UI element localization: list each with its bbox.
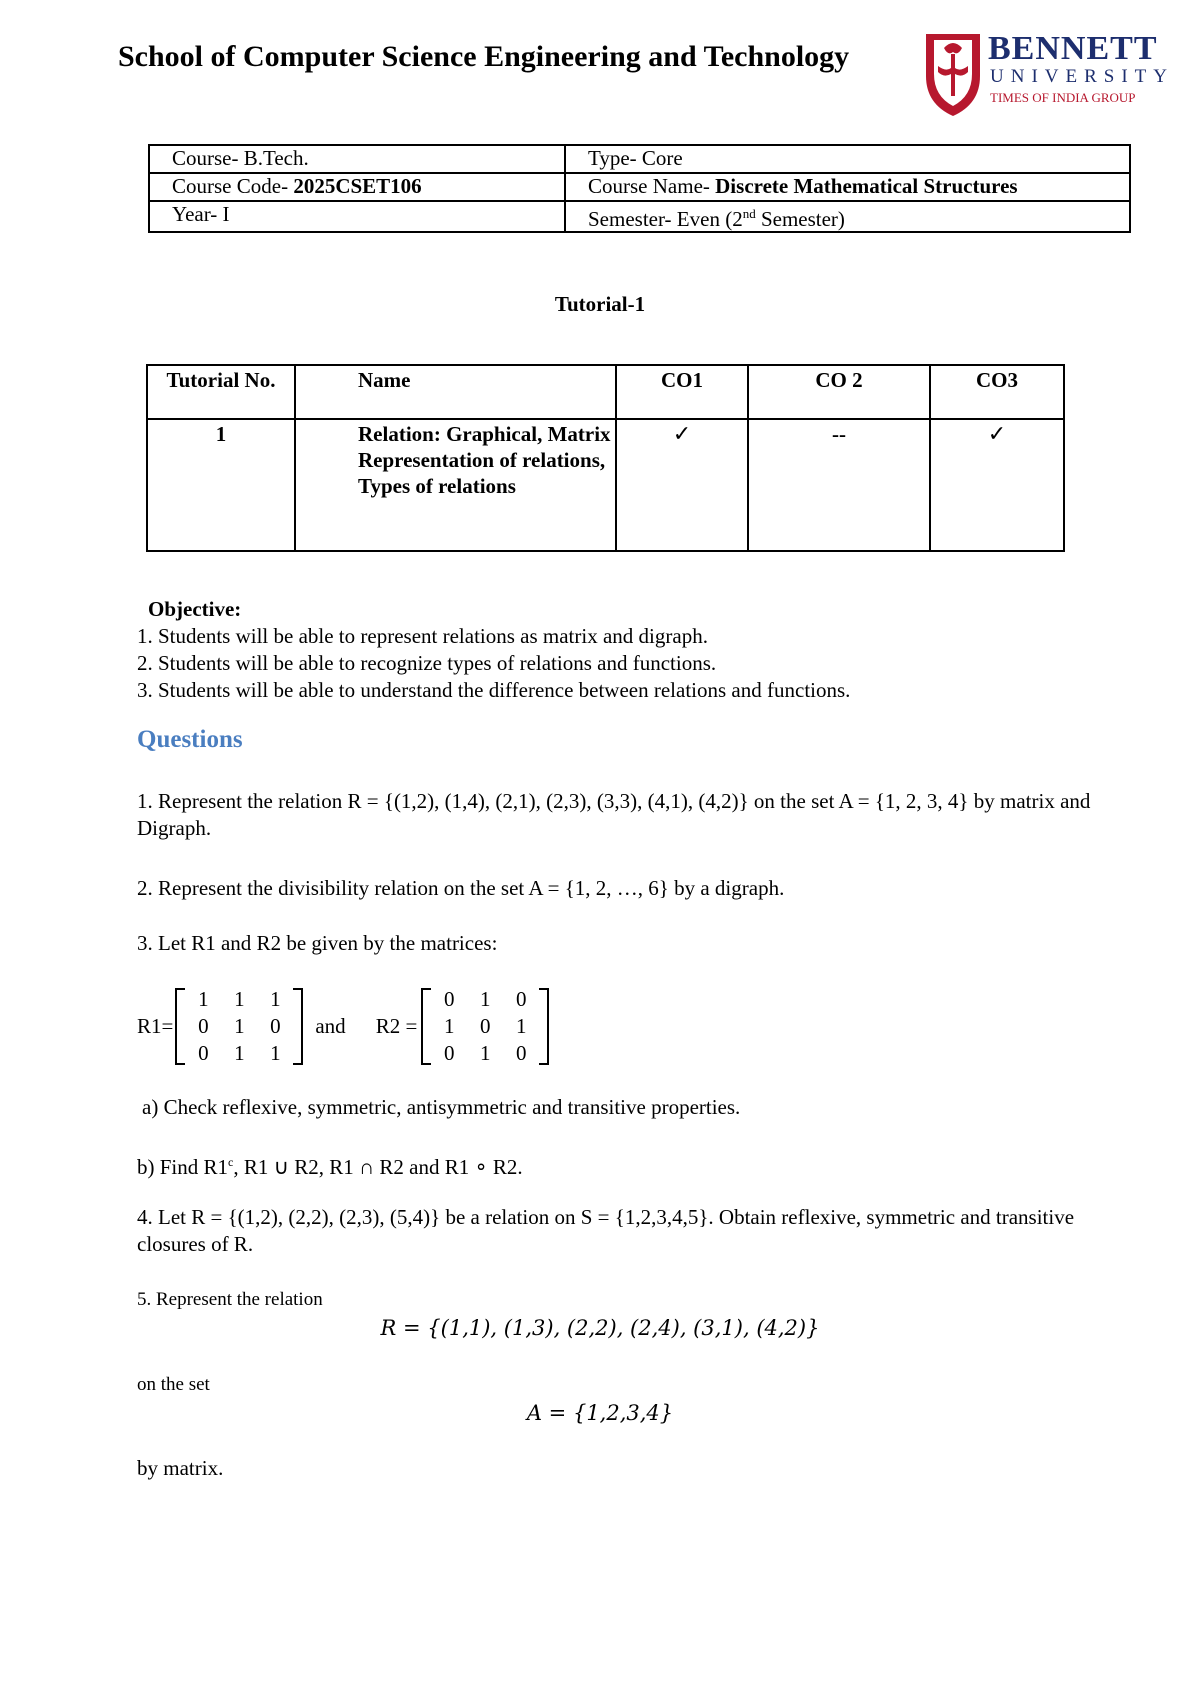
university-logo	[922, 26, 1174, 118]
header-co3: CO3	[930, 365, 1064, 419]
objective-item-1: 1. Students will be able to represent relations as matrix and digraph.	[137, 624, 708, 648]
question-3b: b) Find R1$^c$, R1 ∪ R2, R1 ∩ R2 and R1 ∘ R2.	[137, 1155, 523, 1179]
bennett-emblem-icon	[922, 26, 984, 118]
question-5-onset: on the set	[137, 1374, 210, 1395]
matrix-r1	[175, 986, 303, 1067]
course-cell: Course- B.Tech.	[149, 145, 565, 173]
year-cell: Year- I	[149, 201, 565, 232]
question-3a: a) Check reflexive, symmetric, antisymmetric and transitive properties.	[142, 1095, 741, 1119]
semester-cell: Semester- Even (2nd Semester)	[565, 201, 1130, 232]
header-co1: CO1	[616, 365, 748, 419]
logo-group: TIMES OF INDIA GROUP	[990, 90, 1136, 105]
co-mapping-table	[146, 364, 1065, 552]
co1-check-icon: ✓	[616, 419, 748, 551]
tutorial-heading: Tutorial-1	[554, 292, 646, 316]
question-5-set: A = {1,2,3,4}	[526, 1401, 674, 1425]
course-info-table	[148, 144, 1131, 233]
course-code-cell: Course Code- 2025CSET106	[149, 173, 565, 201]
tutorial-name: Relation: Graphical, Matrix Representation of relations, Types of relations	[295, 419, 616, 551]
matrix-row: 0 1 1	[198, 1041, 281, 1065]
questions-heading: Questions	[137, 726, 243, 753]
r1-label: R1=	[137, 1014, 174, 1038]
objective-item-3: 3. Students will be able to understand the difference between relations and functions.	[137, 678, 851, 702]
type-cell: Type- Core	[565, 145, 1130, 173]
objective-item-2: 2. Students will be able to recognize types of relations and functions.	[137, 651, 717, 675]
matrix-row: 0 1 0	[444, 987, 527, 1011]
question-5-relation: R = {(1,1), (1,3), (2,2), (2,4), (3,1), (4,2)}	[380, 1316, 820, 1340]
matrix-row: 1 0 1	[444, 1014, 527, 1038]
and-label: and	[315, 1014, 346, 1038]
course-code: 2025CSET106	[293, 174, 422, 198]
question-3: 3. Let R1 and R2 be given by the matrices:	[137, 931, 498, 955]
matrix-row: 0 1 0	[198, 1014, 281, 1038]
question-4: 4. Let R = {(1,2), (2,2), (2,3), (5,4)} be a relation on S = {1,2,3,4,5}. Obtain reflexive, symmetric and transitive closures of R.	[137, 1205, 1075, 1256]
matrix-row: 0 1 0	[444, 1041, 527, 1065]
matrix-r2	[421, 986, 549, 1067]
header-name: Name	[295, 365, 616, 419]
question-5-intro: 5. Represent the relation	[137, 1289, 323, 1310]
matrices-block	[137, 986, 549, 1067]
matrix-row: 1 1 1	[198, 987, 281, 1011]
page-title: School of Computer Science Engineering and Technology	[118, 40, 850, 73]
logo-sub: UNIVERSITY	[990, 66, 1174, 87]
course-name-cell: Course Name- Discrete Mathematical Structures	[565, 173, 1130, 201]
question-5-end: by matrix.	[137, 1456, 224, 1480]
objective-heading: Objective:	[148, 597, 242, 621]
header-co2: CO 2	[748, 365, 930, 419]
co3-check-icon: ✓	[930, 419, 1064, 551]
header-tutorial-no: Tutorial No.	[147, 365, 295, 419]
question-1: 1. Represent the relation R = {(1,2), (1,4), (2,1), (2,3), (3,3), (4,1), (4,2)} on the set A = {1, 2, 3, 4} by matrix and Digraph.	[137, 789, 1091, 840]
logo-brand: BENNETT	[988, 30, 1158, 67]
co2-value: --	[748, 419, 930, 551]
r2-label: R2 =	[375, 1014, 418, 1038]
tutorial-no: 1	[147, 419, 295, 551]
course-name: Discrete Mathematical Structures	[715, 174, 1018, 198]
question-2: 2. Represent the divisibility relation on the set A = {1, 2, …, 6} by a digraph.	[137, 876, 785, 900]
